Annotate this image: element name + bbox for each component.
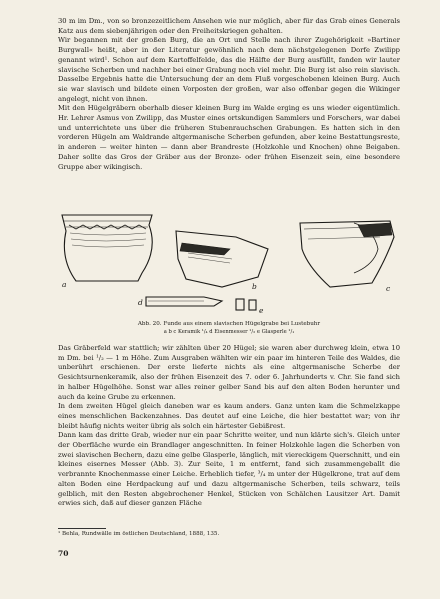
footnote-divider <box>58 528 106 529</box>
figure-labels <box>54 209 404 321</box>
figure-label-c: c <box>386 284 391 293</box>
paragraph: Wir begannen mit der großen Burg, die an Ort und Stelle nach ihrer Zugehörigkeit »Bartiner Burgwall« heißt, aber in der Literatur gewöhnlich nach dem nächstgelegenen Dorfe Zwilipp genannt wird¹. Schon auf dem Kartoffelfelde, das die Hälfte der Burg ausfüllt, fanden wir lauter slavische Scherben und nachher bei einer Grabung noch viel mehr. Die Burg ist also rein slavisch. Dasselbe Ergebnis hatte die Untersuchung der an dem Fluß vorgeschobenen kleinen Burg. Auch sie war slavisch und bildete einen Vorposten der großen, war also offenbar gegen die Wikinger angelegt, nicht von ihnen. <box>58 36 400 103</box>
footnote: ¹ Behla, Rundwälle im östlichen Deutschland, 1888, 135. <box>58 531 220 537</box>
figure-label-b: b <box>252 282 257 291</box>
body-text-top <box>58 17 400 172</box>
paragraph: Das Gräberfeld war stattlich; wir zählten über 20 Hügel; sie waren aber durchweg klein, etwa 10 m Dm. bei ¹/₂ — 1 m Höhe. Zum Ausgraben wählten wir ein paar im hinteren Teile des Waldes, die unberührt erschienen. Der erste lieferte nichts als eine altgermanische Scherbe der Gesichtsurnenkeramik, also der frühen Eisenzeit des 7. oder 6. Jahrhunderts v. Chr. Sie fand sich in halber Hügelhöhe. Sonst war alles reiner gelber Sand bis auf den alten Boden herunter und auch da keine Grube zu erkennen. <box>58 344 400 401</box>
paragraph: Dann kam das dritte Grab, wieder nur ein paar Schritte weiter, und nun klärte sich's. Gleich unter der Oberfläche wurde ein Brandlager angeschnitten. In feiner Holzkohle lagen die Scherben von zwei slavischen Bechern, dazu eine gelbe Glasperle, länglich, mit viereckigem Querschnitt, und ein kleines eisernes Messer (Abb. 3). Zur Seite, 1 m entfernt, fand sich zusammengeballt die verbrannte Knochenmasse einer Leiche. Erheblich tiefer, ³/₄ m unter der Hügelkrone, trat auf dem alten Boden eine Herdpackung auf und dazu altgermanische Scherben, teils schwarz, teils gelblich, mit den Resten abgebrochener Henkel, Stücken von Schälchen Lausitzer Art. Damit erwies sich, daß auf dieser ganzen Fläche <box>58 431 400 508</box>
paragraph: In dem zweiten Hügel gleich daneben war es kaum anders. Ganz unten kam die Schmelzkappe eines menschlichen Backenzahnes. Das deutet auf eine Leiche, die hier bestattet war; von ihr bleibt häufig nichts weiter übrig als solch ein härtester Gebißrest. <box>58 402 400 430</box>
body-text-bottom <box>58 344 400 509</box>
figure-label-d: d <box>138 298 143 307</box>
paragraph: 30 m im Dm., von so bronzezeitlichem Ansehen wie nur möglich, aber für das Grab eines Generals Katz aus dem siebenjährigen oder den Freiheitskriegen gehalten. <box>58 17 400 35</box>
paragraph: Mit den Hügelgräbern oberhalb dieser kleinen Burg im Walde erging es uns wieder eigentümlich. Hr. Lehrer Asmus von Zwilipp, das Muster eines ortskundigen Sammlers und Forschers, war dabei und unterrichtete uns über die früheren Stubenrauchschen Grabungen. Es hatten sich in den vorderen Hügeln am Waldrande altgermanische Scherben gefunden, aber keine Bestattungsreste, in anderen — weiter hinten — dann aber Brandreste (Holzkohle und Knochen) ohne Beigaben. Daher sollte das Gros der Gräber aus der Bronze- oder frühen Eisenzeit sein, eine besondere Gruppe aber wikingisch. <box>58 104 400 171</box>
caption-main: Abb. 20. Funde aus einem slavischen Hügelgrabe bei Lustebuhr <box>137 321 321 327</box>
page-number: 70 <box>58 549 69 558</box>
figure-label-e: e <box>259 306 264 315</box>
figure-20 <box>54 209 404 341</box>
caption-sub: a b c Keramik ¹/₄ d Eisenmesser ¹/₂ e Glasperle ¹/₁ <box>163 328 295 335</box>
figure-caption <box>54 321 404 336</box>
figure-label-a: a <box>62 280 67 289</box>
